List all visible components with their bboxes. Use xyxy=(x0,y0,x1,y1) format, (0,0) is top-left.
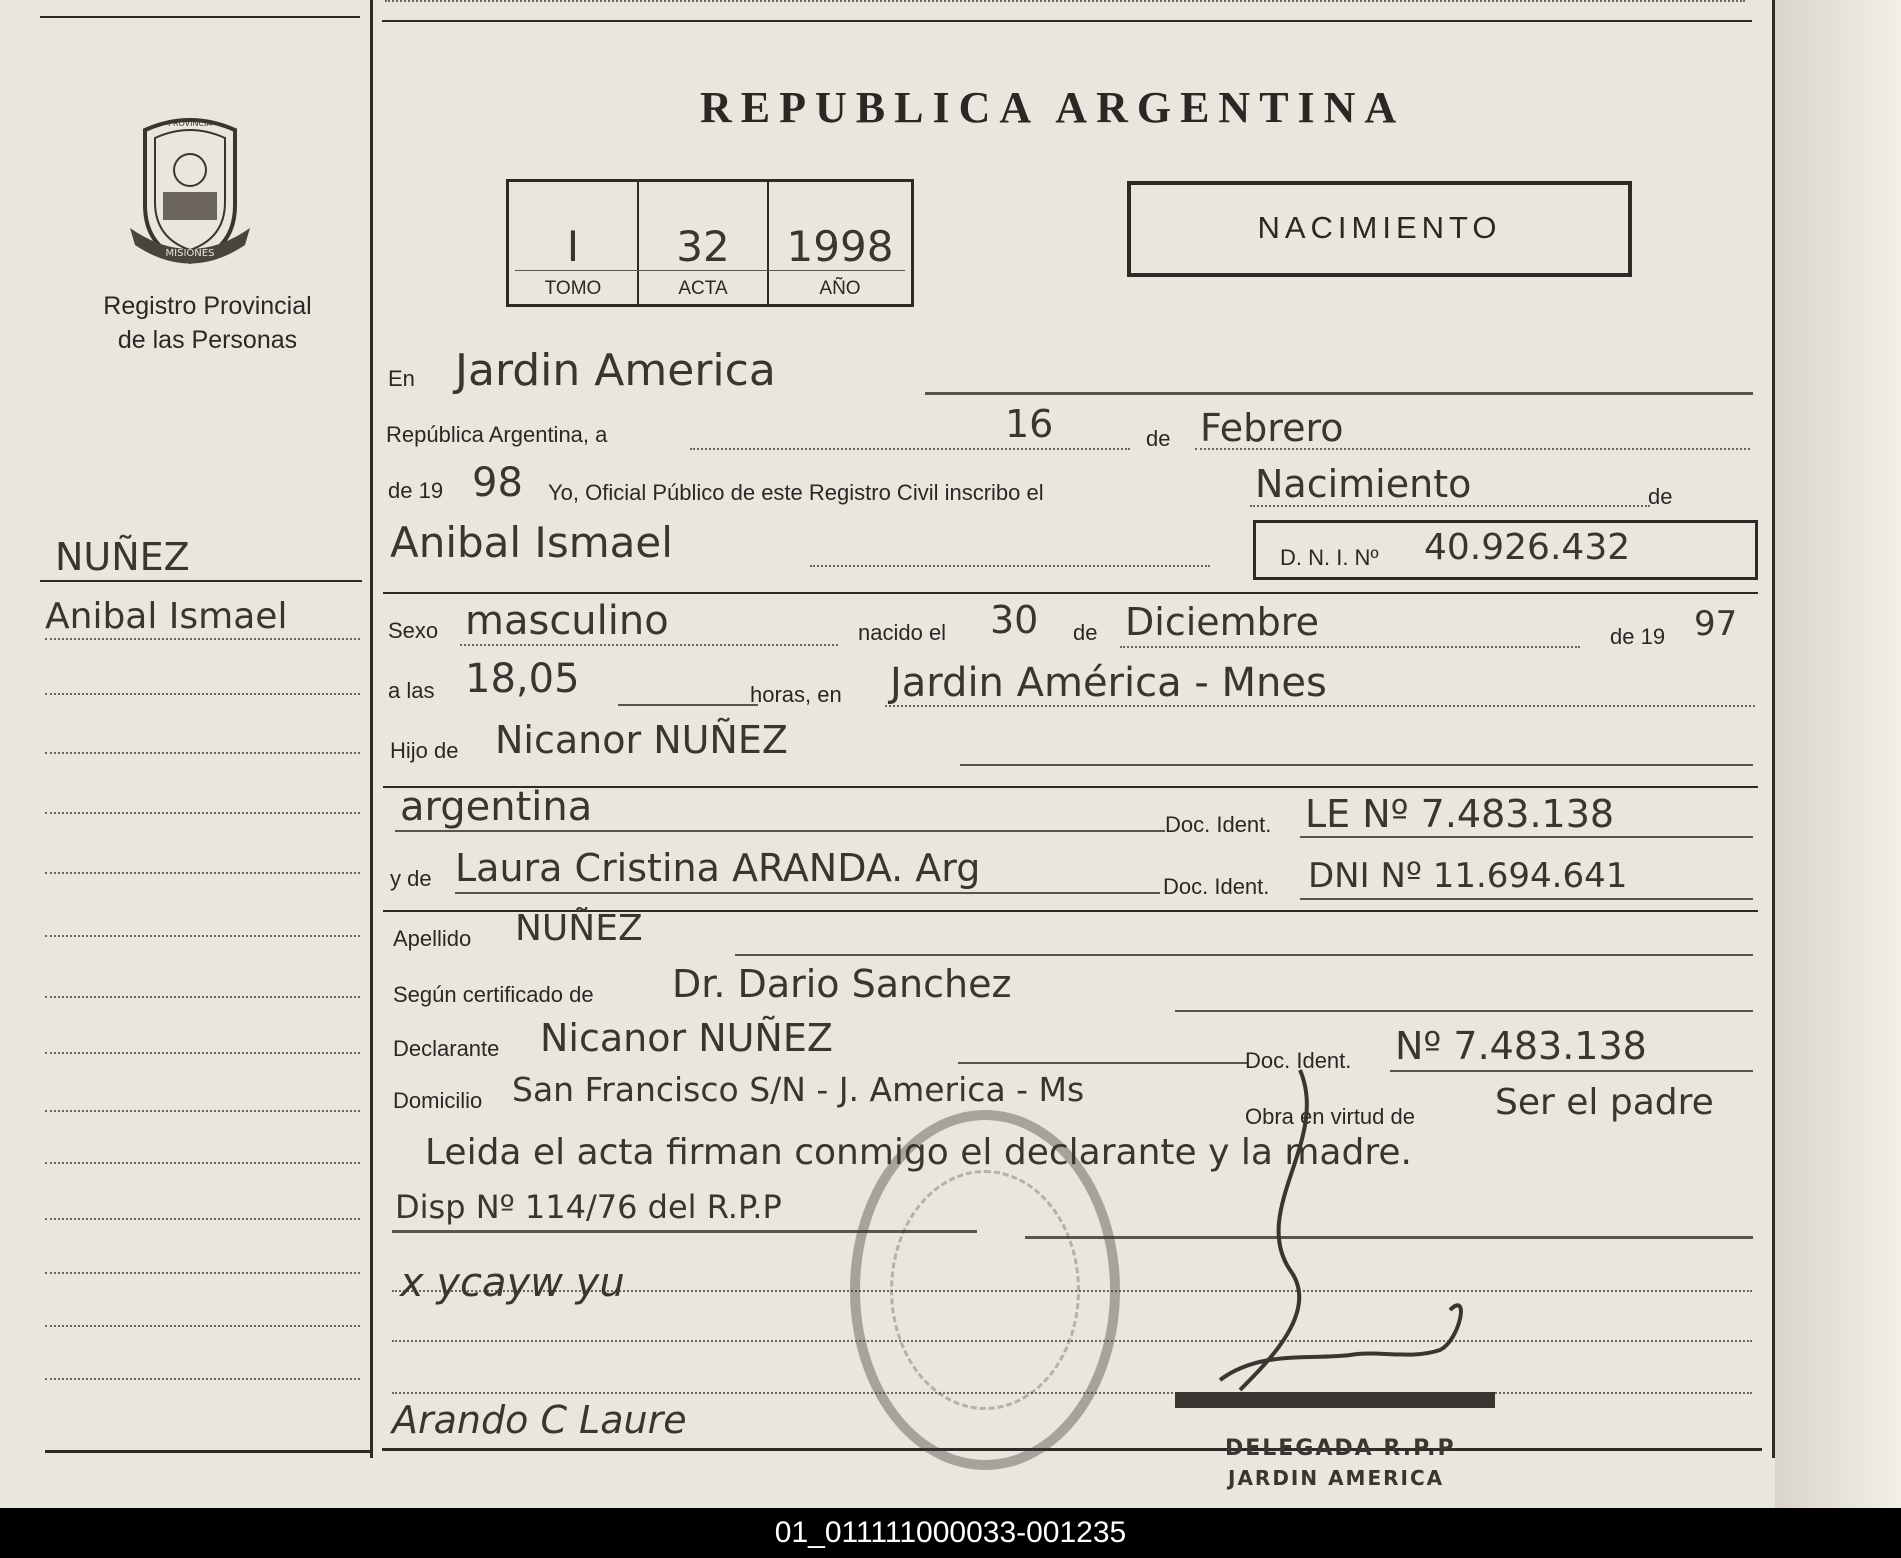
mother-doc-value: DNI Nº 11.694.641 xyxy=(1308,856,1628,896)
margin-line xyxy=(45,872,360,874)
official-signature-scribble xyxy=(1180,1060,1520,1420)
apellido-label: Apellido xyxy=(393,926,472,951)
ano-value: 1998 xyxy=(786,222,894,271)
margin-line xyxy=(45,1110,360,1112)
de-label-3: de xyxy=(1073,620,1098,645)
place-value: Jardin America xyxy=(455,345,776,396)
margin-line xyxy=(45,1052,360,1054)
domicilio-value: San Francisco S/N - J. America - Ms xyxy=(512,1070,1085,1109)
mother-line xyxy=(455,892,1160,894)
obra-value: Ser el padre xyxy=(1495,1082,1714,1123)
certificado-line xyxy=(1175,1010,1753,1012)
republica-label: República Argentina, a xyxy=(386,422,608,447)
margin-line xyxy=(45,1325,360,1327)
month-value: Febrero xyxy=(1200,406,1344,450)
mother-doc-line xyxy=(1300,898,1753,900)
dni-label: D. N. I. Nº xyxy=(1280,545,1379,570)
declarante-value: Nicanor NUÑEZ xyxy=(540,1016,833,1060)
acta-value: 32 xyxy=(676,222,730,271)
yde-label: y de xyxy=(390,866,432,891)
birth-month-value: Diciembre xyxy=(1125,600,1319,644)
sexo-value: masculino xyxy=(465,598,669,644)
declarant-signature: Arando C Laure xyxy=(392,1398,687,1442)
seal-text-bottom: MISIONES xyxy=(165,248,215,259)
margin-surname: NUÑEZ xyxy=(55,535,190,579)
nacido-label: nacido el xyxy=(858,620,947,645)
acta-label: ACTA xyxy=(678,278,728,299)
doc-ident-label: Doc. Ident. xyxy=(1165,812,1272,837)
de-label: de xyxy=(1146,426,1171,451)
right-frame-line xyxy=(1772,0,1775,1458)
bottom-rule-right xyxy=(382,1448,1762,1451)
margin-divider xyxy=(370,0,373,1458)
day-line xyxy=(690,448,1130,450)
father-nationality-value: argentina xyxy=(400,784,593,830)
birth-day-value: 30 xyxy=(990,598,1039,642)
sexo-line xyxy=(460,644,838,646)
margin-line xyxy=(45,935,360,937)
mother-signature: x ycayw yu xyxy=(400,1260,625,1306)
top-rule-left xyxy=(40,16,360,18)
top-dotted-rule xyxy=(385,0,1745,2)
segun-label: Según certificado de xyxy=(393,982,594,1007)
inscribo-value: Nacimiento xyxy=(1255,462,1472,506)
ano-label: AÑO xyxy=(819,278,861,299)
official-stamp-line2: JARDIN AMERICA xyxy=(1228,1466,1445,1490)
declarante-label: Declarante xyxy=(393,1036,500,1061)
mother-value: Laura Cristina ARANDA. Arg xyxy=(455,846,981,890)
hijo-label: Hijo de xyxy=(390,738,459,763)
margin-line xyxy=(45,812,360,814)
place-line xyxy=(925,392,1753,395)
margin-line xyxy=(45,1378,360,1380)
birth-month-line xyxy=(1120,646,1580,648)
obra-label: Obra en virtud de xyxy=(1245,1104,1415,1129)
dni-box xyxy=(1253,520,1758,580)
registry-line-1: Registro Provincial xyxy=(103,292,312,320)
certificado-value: Dr. Dario Sanchez xyxy=(672,962,1012,1006)
father-nationality-line xyxy=(395,830,1165,832)
margin-line xyxy=(45,1218,360,1220)
apellido-line xyxy=(735,954,1753,956)
de19-label: de 19 xyxy=(388,478,444,503)
margin-line xyxy=(45,1162,360,1164)
record-type-label: NACIMIENTO xyxy=(1257,210,1502,245)
margin-line xyxy=(45,752,360,754)
year-value: 98 xyxy=(472,460,523,506)
section-rule xyxy=(383,592,1758,594)
tomo-value: I xyxy=(566,222,580,271)
tomo-label: TOMO xyxy=(544,278,602,299)
month-line xyxy=(1195,448,1750,450)
domicilio-label: Domicilio xyxy=(393,1088,483,1113)
province-seal-logo xyxy=(125,110,255,270)
margin-line xyxy=(45,996,360,998)
top-rule-right xyxy=(382,20,1752,22)
child-name-line xyxy=(810,565,1210,567)
father-line xyxy=(960,764,1753,766)
child-name-value: Anibal Ismael xyxy=(390,518,673,567)
official-stamp-bar xyxy=(1175,1392,1495,1408)
closing-note: Leida el acta firman conmigo el declarante y la madre. xyxy=(425,1132,1412,1173)
alas-label: a las xyxy=(388,678,435,703)
father-doc-value: LE Nº 7.483.138 xyxy=(1305,792,1615,836)
apellido-value: NUÑEZ xyxy=(515,908,643,949)
margin-given-names: Anibal Ismael xyxy=(45,596,288,637)
record-type-box xyxy=(1127,181,1632,277)
inscribo-line xyxy=(1250,505,1650,507)
bottom-rule-left xyxy=(45,1450,373,1453)
oficial-text: Yo, Oficial Público de este Registro Civil inscribo el xyxy=(548,480,1044,505)
de-label-2: de xyxy=(1648,484,1673,509)
declarante-doc-value: Nº 7.483.138 xyxy=(1395,1024,1647,1068)
disposition-note: Disp Nº 114/76 del R.P.P xyxy=(395,1188,782,1226)
birth-place-line xyxy=(885,705,1755,707)
margin-rule xyxy=(40,580,362,582)
day-value: 16 xyxy=(1005,402,1054,446)
horas-label: horas, en xyxy=(750,682,842,707)
birth-year-value: 97 xyxy=(1694,604,1738,644)
official-round-stamp-inner xyxy=(890,1170,1080,1410)
registry-line-2: de las Personas xyxy=(117,326,298,354)
en-label: En xyxy=(388,366,415,391)
birth-place-value: Jardin América - Mnes xyxy=(890,660,1327,706)
hour-value: 18,05 xyxy=(465,656,580,702)
sexo-label: Sexo xyxy=(388,618,439,643)
margin-line xyxy=(45,638,360,640)
doc-ident-label-2: Doc. Ident. xyxy=(1163,874,1270,899)
de19-label-2: de 19 xyxy=(1610,624,1666,649)
official-stamp-line1: DELEGADA R.P.P xyxy=(1225,1436,1456,1461)
margin-line xyxy=(45,693,360,695)
dni-value: 40.926.432 xyxy=(1424,527,1631,568)
father-doc-line xyxy=(1300,836,1753,838)
hour-line xyxy=(618,704,758,706)
file-id-caption: 01_011111000033-001235 xyxy=(0,1508,1901,1558)
doc-ident-label-3: Doc. Ident. xyxy=(1245,1048,1352,1073)
acta-reference-box xyxy=(506,179,914,307)
page-edge-shadow xyxy=(1775,0,1901,1508)
margin-line xyxy=(45,1272,360,1274)
seal-text-top: PROVINCIA xyxy=(168,119,212,128)
country-heading: REPUBLICA ARGENTINA xyxy=(700,83,1406,132)
father-value: Nicanor NUÑEZ xyxy=(495,718,788,762)
